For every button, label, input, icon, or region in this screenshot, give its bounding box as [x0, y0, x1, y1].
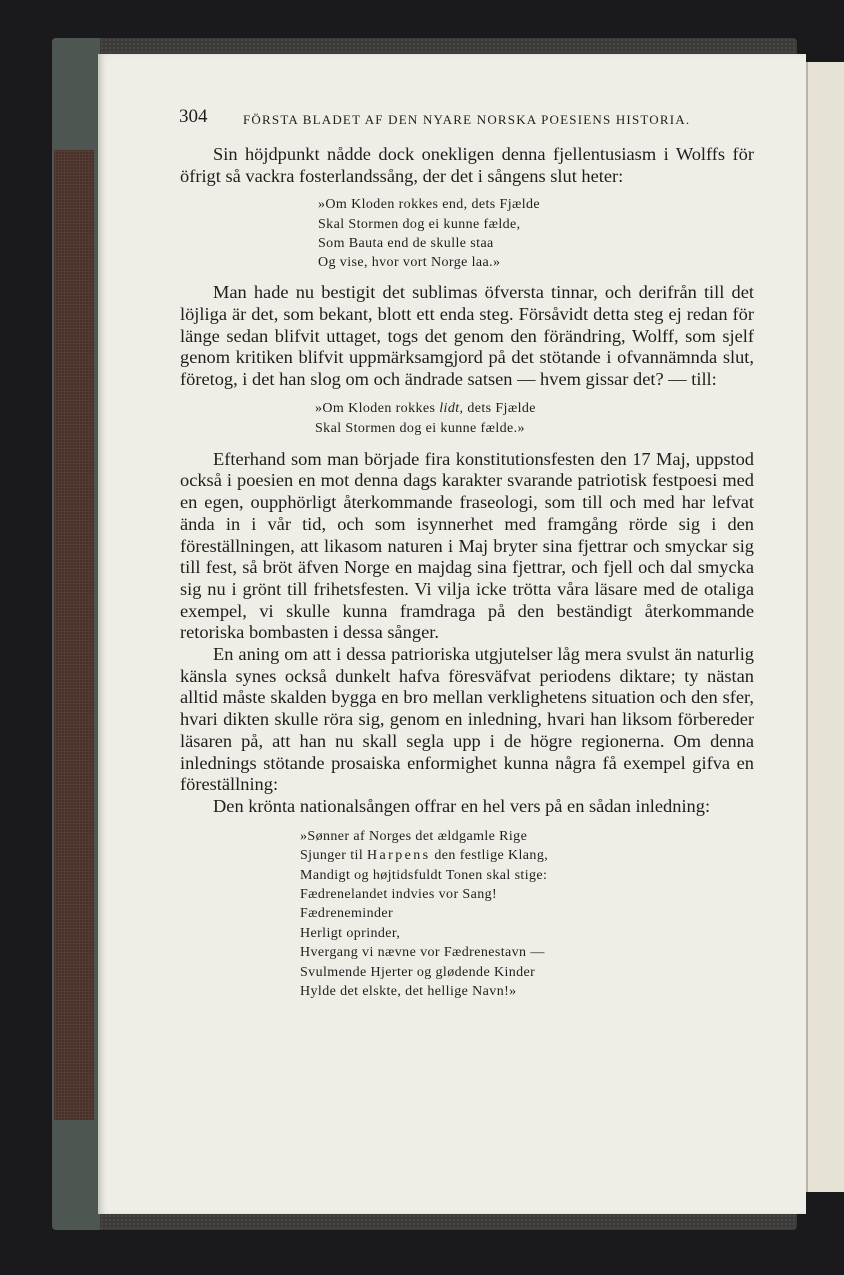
page-header — [179, 106, 779, 134]
paragraph-2: Man hade nu bestigit det sublimas öfversta tinnar, och derifrån till det löjliga är det, som bekant, blott ett enda steg. Försåvidt detta steg ej redan för länge sedan blifvit uttaget, togs det genom den förändring, Wolff, som sjelf genom kritiken blifvit uppmärksamgjord på det stötande i ofvannämnda slut, företog, i det han slog om och ändrade satsen — hvem gissar det? — till: — [180, 282, 754, 390]
verse-line: Hvergang vi nævne vor Fædrenestavn — — [300, 945, 545, 961]
verse-block-2 — [315, 399, 754, 439]
verse-text: den festlige Klang, — [430, 848, 549, 864]
running-title: FÖRSTA BLADET AF DEN NYARE NORSKA POESIENS HISTORIA. — [243, 112, 691, 127]
verse-line: Og vise, hvor vort Norge laa.» — [318, 255, 501, 271]
page-body — [180, 144, 754, 1001]
verse-block-3 — [300, 827, 754, 1002]
verse-text: Sjunger til — [300, 848, 368, 864]
verse-line: »Om Kloden rokkes end, dets Fjælde — [318, 197, 541, 213]
verse-line — [300, 846, 754, 865]
book-page — [98, 54, 806, 1214]
verse-line — [315, 399, 754, 419]
italic-word: lidt, — [439, 400, 464, 416]
verse-line: Herligt oprinder, — [300, 925, 401, 941]
verse-line: Skal Stormen dog ei kunne fælde.» — [315, 420, 525, 436]
verse-line: Hylde det elskte, det hellige Navn!» — [300, 983, 517, 999]
facing-page-edge — [806, 62, 844, 1192]
paragraph-4: En aning om att i dessa patrioriska utgjutelser låg mera svulst än naturlig känsla synes också dunkelt hafva föresväfvat periodens diktare; ty nästan alltid måste skalden bygga en bro mellan verklighetens situation och den sfer, hvari dikten skulle röra sig, genom en inledning, hvari han liksom förbereder läsaren på, att han nu skall segla upp i de högre regionerna. Om denna inlednings stötande prosaiska enformighet kunna några få exempel gifva en föreställning: — [180, 644, 754, 795]
paragraph-1: Sin höjdpunkt nådde dock onekligen denna fjellentusiasm i Wolffs för öfrigt så vackra fosterlandssång, der det i sångens slut heter: — [180, 144, 754, 186]
verse-line: »Sønner af Norges det ældgamle Rige — [300, 828, 528, 844]
paragraph-3: Efterhand som man började fira konstitutionsfesten den 17 Maj, uppstod också i poesien en mot denna dags karakter svarande patriotisk festpoesi med en egen, oupphörligt återkommande fraseologi, som till och med har lefvat ända in i vår tid, och som isynnerhet med framgång rörde sig i den föreställningen, att likasom naturen i Maj bryter sina fjettrar och smyckar sig till fest, så bröt äfven Norge en majdag sina fjettrar, och fjell och dal smycka sig nu i grönt till frihetsfesten. Vi vilja icke trötta våra läsare med de otaliga exempel, vi skulle kunna framdraga på den beständigt återkommande retoriska bombasten i dessa sånger. — [180, 448, 754, 643]
page-number: 304 — [179, 106, 208, 127]
spaced-word: Harpens — [367, 848, 431, 864]
verse-text: »Om Kloden rokkes — [315, 400, 440, 416]
verse-line: Svulmende Hjerter og glødende Kinder — [300, 964, 536, 980]
verse-line: Skal Stormen dog ei kunne fælde, — [318, 216, 521, 232]
verse-line: Mandigt og højtidsfuldt Tonen skal stige: — [300, 867, 548, 883]
leather-spine — [54, 150, 94, 1120]
verse-line: Fædreneminder — [300, 906, 394, 922]
verse-text: dets Fjælde — [463, 400, 536, 416]
verse-line: Fædrenelandet indvies vor Sang! — [300, 886, 498, 902]
verse-line: Som Bauta end de skulle staa — [318, 235, 494, 251]
verse-block-1 — [318, 195, 754, 272]
paragraph-5: Den kröntа nationalsången offrar en hel vers på en sådan inledning: — [213, 795, 711, 816]
